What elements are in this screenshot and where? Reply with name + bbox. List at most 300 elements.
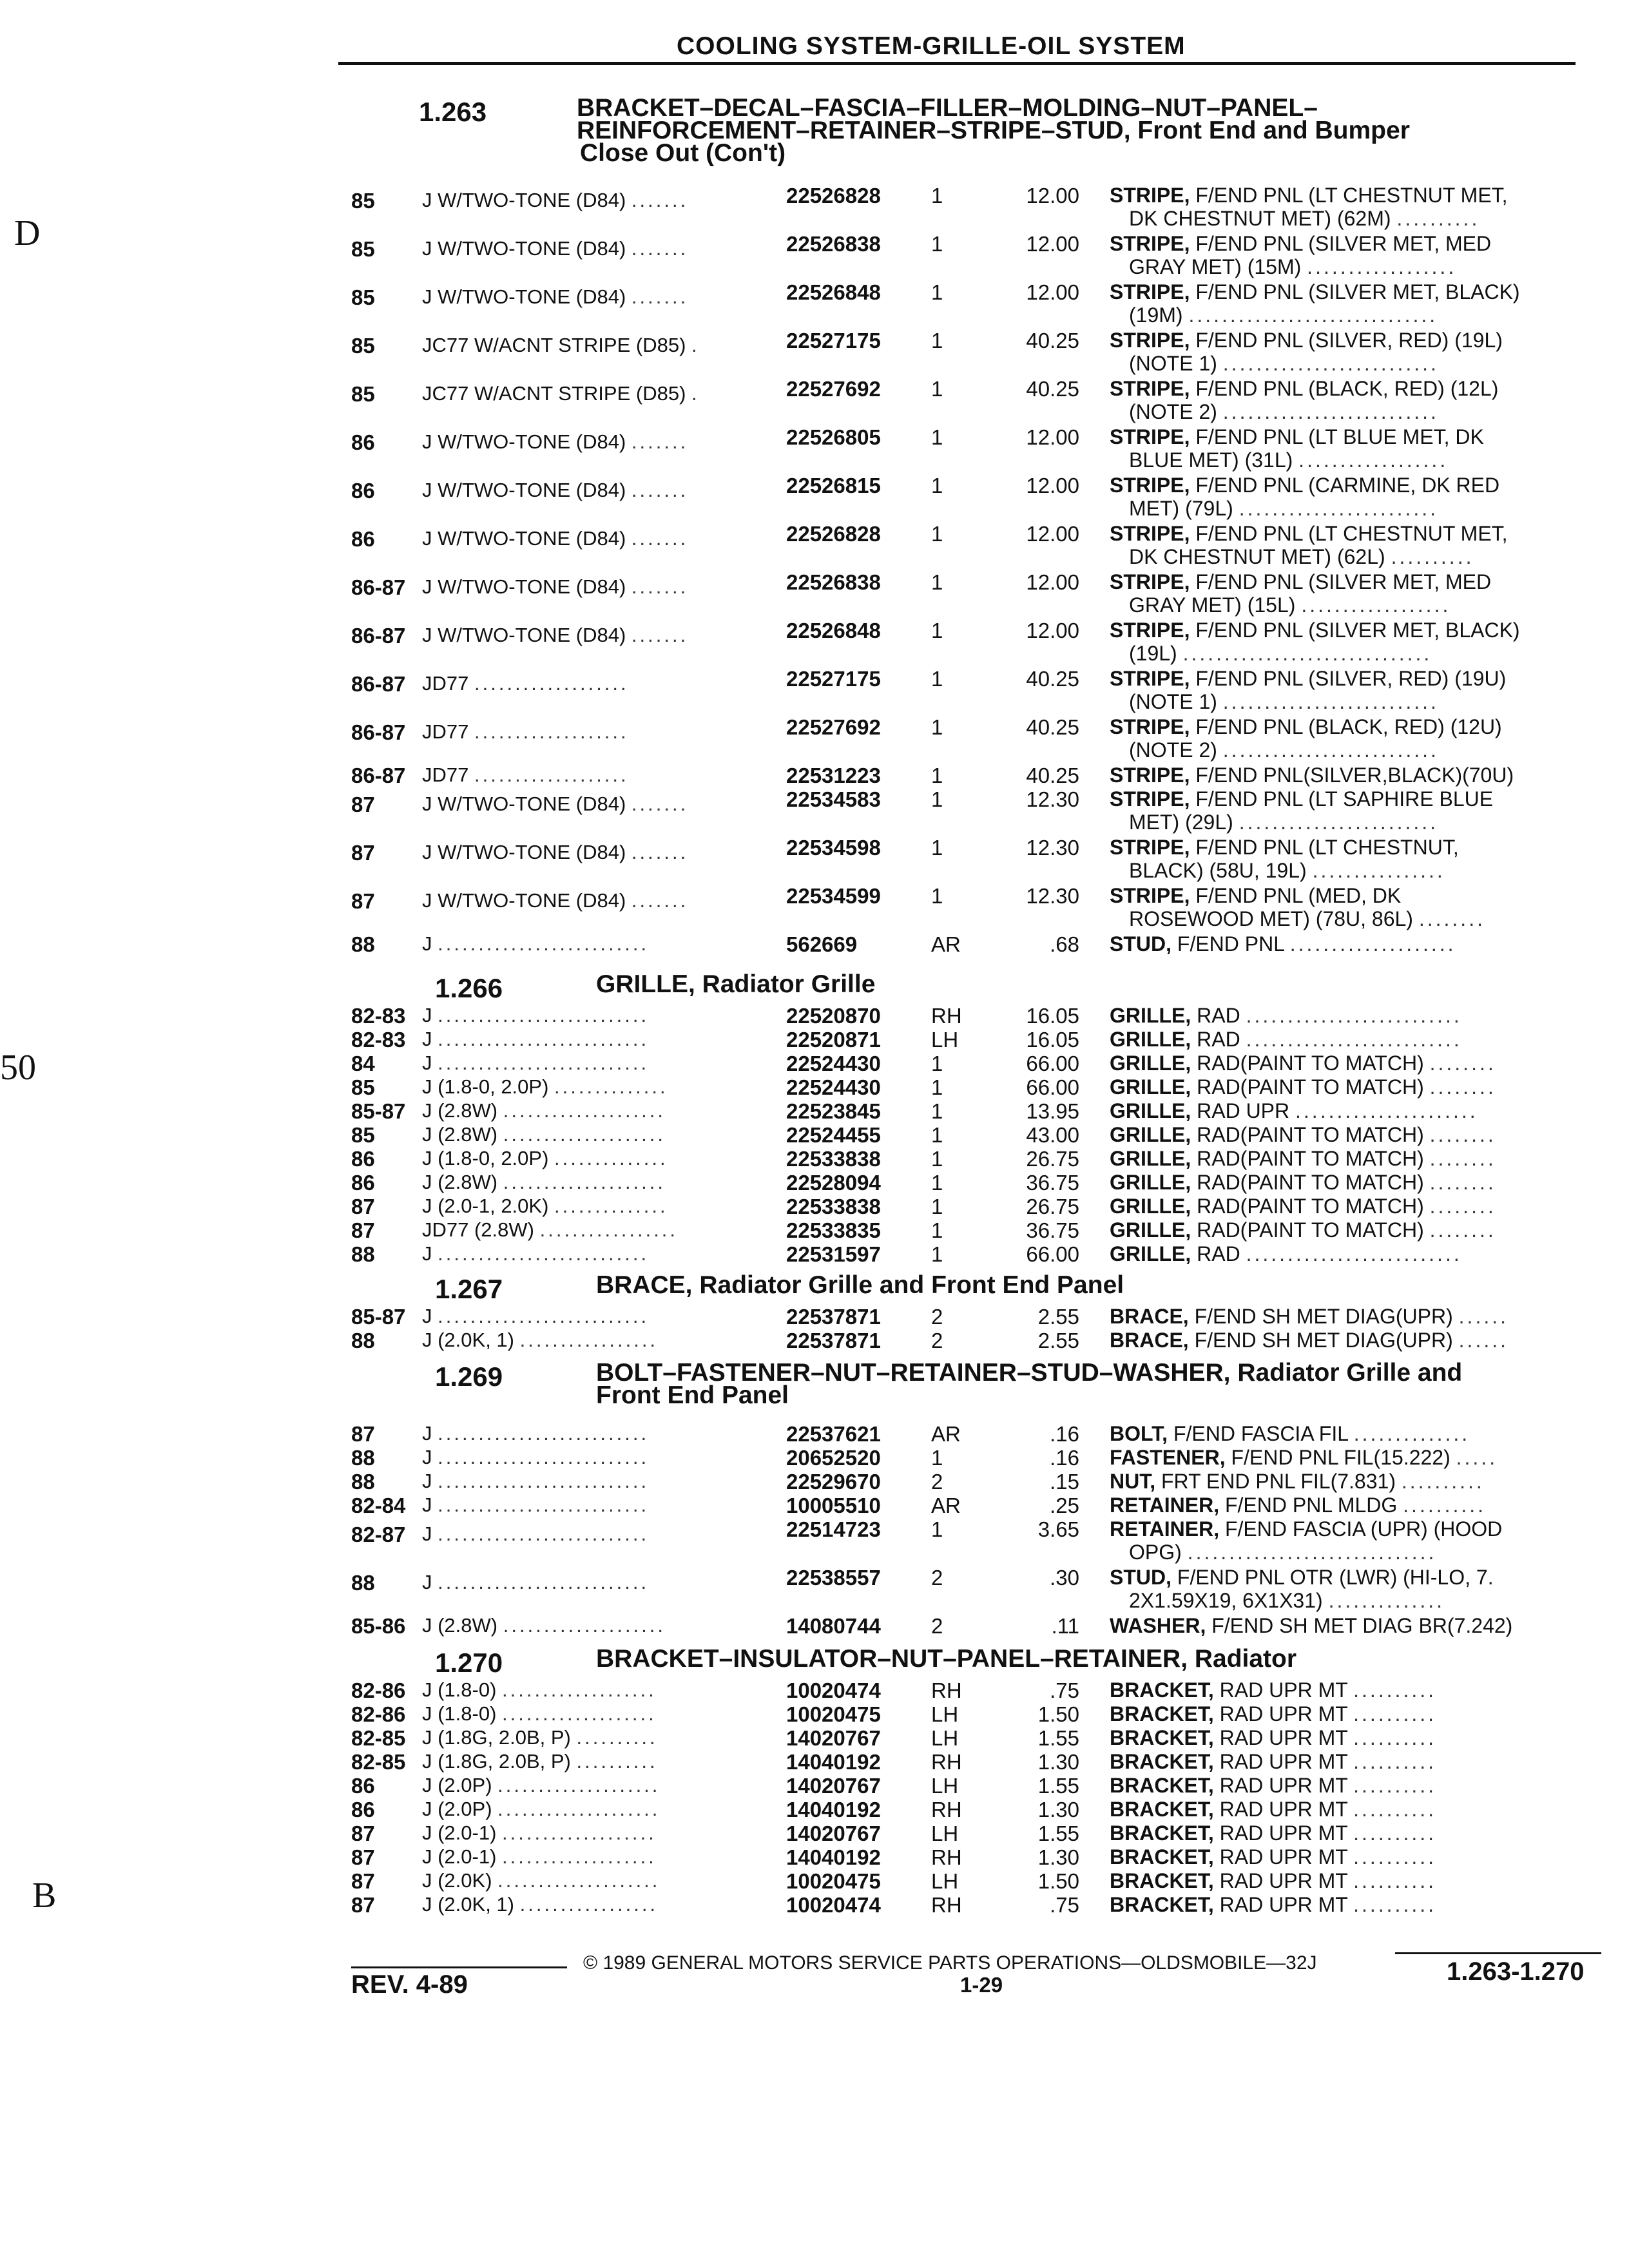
leader-dots: .................	[539, 1218, 679, 1241]
part-name-detail: F/END SH MET DIAG(UPR)	[1188, 1305, 1453, 1328]
application-text: J W/TWO-TONE (D84)	[422, 430, 626, 453]
model-year: 87	[351, 889, 375, 913]
price: 1.55	[1037, 1774, 1079, 1798]
part-name-keyword: STRIPE,	[1110, 884, 1190, 907]
footer-rule-left	[351, 1966, 567, 1968]
name-leader-dots: ......	[1458, 1305, 1509, 1328]
model-year: 85-87	[351, 1099, 406, 1123]
model-year: 86	[351, 1798, 375, 1821]
application	[422, 720, 773, 744]
part-number: 14080744	[786, 1614, 881, 1638]
part-name	[1110, 280, 1586, 327]
quantity: LH	[931, 1702, 959, 1726]
part-name-detail: RAD UPR MT	[1213, 1726, 1348, 1749]
leader-dots: .......	[631, 575, 689, 598]
price: 1.50	[1037, 1869, 1079, 1893]
application-text: J (1.8-0, 2.0P)	[422, 1147, 549, 1169]
name-leader-dots: ..........	[1403, 1494, 1487, 1517]
application	[422, 430, 773, 454]
part-number: 22533835	[786, 1218, 881, 1242]
part-name	[1110, 1305, 1586, 1328]
part-name-detail: RAD UPR MT	[1213, 1893, 1348, 1916]
part-name	[1110, 1566, 1586, 1612]
quantity: 1	[931, 667, 943, 691]
section-title-line: BRACE, Radiator Grille and Front End Panel	[596, 1271, 1124, 1299]
part-number: 14020767	[786, 1774, 881, 1798]
quantity: 1	[931, 280, 943, 304]
part-name-detail: F/END PNL (LT CHESTNUT MET,	[1190, 184, 1508, 207]
model-year: 86-87	[351, 720, 406, 744]
leader-dots: ....................	[497, 1798, 660, 1820]
name-leader-dots: ..........................	[1222, 738, 1439, 762]
part-name-keyword: GRILLE,	[1110, 1099, 1191, 1122]
model-year: 85	[351, 334, 375, 358]
leader-dots: ...................	[502, 1845, 657, 1868]
quantity: 1	[931, 329, 943, 352]
application	[422, 1893, 773, 1916]
price: 26.75	[1026, 1147, 1079, 1171]
price: 1.30	[1037, 1845, 1079, 1869]
name-leader-dots: ..........	[1353, 1678, 1436, 1702]
section-title-line: BOLT–FASTENER–NUT–RETAINER–STUD–WASHER, Radiator Grille and	[596, 1359, 1463, 1387]
part-number: 20652520	[786, 1446, 881, 1470]
part-name-detail: RAD(PAINT TO MATCH)	[1191, 1218, 1424, 1242]
application	[422, 1750, 773, 1773]
section-number: 1.267	[435, 1274, 503, 1304]
application-text: JC77 W/ACNT STRIPE (D85)	[422, 334, 686, 356]
name-leader-dots: ........	[1429, 1218, 1496, 1242]
application-text: J	[422, 1470, 432, 1492]
leader-dots: ....................	[503, 1099, 666, 1122]
name-leader-dots: ..........	[1353, 1750, 1436, 1773]
part-name-detail: FRT END PNL FIL(7.831)	[1155, 1470, 1396, 1493]
name-leader-dots: ..................	[1301, 593, 1451, 617]
model-year: 85-86	[351, 1614, 406, 1638]
price: 13.95	[1026, 1099, 1079, 1123]
margin-letter-b: B	[32, 1876, 57, 1916]
application-text: J (2.0K, 1)	[422, 1329, 514, 1351]
part-name-detail: RAD(PAINT TO MATCH)	[1191, 1195, 1424, 1218]
part-name-detail: F/END PNL (LT SAPHIRE BLUE	[1190, 787, 1494, 811]
price: 12.00	[1026, 522, 1079, 546]
name-leader-dots: ........	[1429, 1052, 1496, 1075]
part-name-keyword: FASTENER,	[1110, 1446, 1226, 1469]
price: .75	[1050, 1678, 1079, 1702]
part-name-keyword: BRACKET,	[1110, 1726, 1214, 1749]
quantity: 1	[931, 1147, 943, 1171]
part-number: 10020474	[786, 1893, 881, 1917]
part-number: 14040192	[786, 1750, 881, 1774]
part-name-detail: RAD UPR MT	[1213, 1678, 1348, 1702]
part-name	[1110, 1726, 1586, 1749]
model-year: 82-86	[351, 1678, 406, 1702]
application-text: J (2.8W)	[422, 1171, 498, 1193]
part-name-detail: RAD	[1191, 1242, 1240, 1265]
footer-copyright: © 1989 GENERAL MOTORS SERVICE PARTS OPERATIONS—OLDSMOBILE—32J	[583, 1952, 1317, 1974]
quantity: 1	[931, 522, 943, 546]
price: .16	[1050, 1422, 1079, 1446]
application	[422, 1028, 773, 1051]
part-number: 14040192	[786, 1845, 881, 1869]
name-leader-dots: ..........	[1353, 1774, 1436, 1797]
application-text: J W/TWO-TONE (D84)	[422, 479, 626, 501]
leader-dots: ..........................	[438, 1523, 650, 1545]
quantity: 1	[931, 184, 943, 207]
application	[422, 1678, 773, 1702]
part-name-detail: F/END PNL (LT CHESTNUT,	[1190, 836, 1459, 859]
part-name-detail: F/END PNL FIL(15.222)	[1225, 1446, 1451, 1469]
price: .16	[1050, 1446, 1079, 1470]
part-name	[1110, 1750, 1586, 1773]
model-year: 85	[351, 382, 375, 406]
part-number: 22537871	[786, 1305, 881, 1329]
name-leader-dots: ..........	[1401, 1470, 1485, 1493]
quantity: 1	[931, 570, 943, 594]
name-leader-dots: ..........................	[1222, 400, 1439, 423]
part-name	[1110, 1075, 1586, 1099]
application-text: J (1.8-0, 2.0P)	[422, 1075, 549, 1098]
application-text: J W/TWO-TONE (D84)	[422, 889, 626, 912]
leader-dots: ..........................	[438, 1571, 650, 1593]
name-leader-dots: ..........	[1353, 1798, 1436, 1821]
application-text: J	[422, 1028, 432, 1050]
application-text: J W/TWO-TONE (D84)	[422, 237, 626, 260]
part-name-keyword: BRACKET,	[1110, 1774, 1214, 1797]
quantity: 1	[931, 787, 943, 811]
part-name-detail: F/END PNL (LT CHESTNUT MET,	[1190, 522, 1508, 545]
section-title-line: BRACKET–INSULATOR–NUT–PANEL–RETAINER, Radiator	[596, 1645, 1297, 1673]
quantity: AR	[931, 1494, 961, 1517]
section-title-line: BRACKET–DECAL–FASCIA–FILLER–MOLDING–NUT–PANEL–	[577, 94, 1318, 122]
model-year: 87	[351, 1218, 375, 1242]
part-name-keyword: BRACE,	[1110, 1305, 1189, 1328]
price: 12.00	[1026, 474, 1079, 497]
price: 16.05	[1026, 1004, 1079, 1028]
leader-dots: ....................	[497, 1774, 660, 1796]
quantity: 1	[931, 836, 943, 860]
quantity: LH	[931, 1821, 959, 1845]
part-number: 22526848	[786, 619, 881, 642]
part-name-line2: BLACK) (58U, 19L)	[1129, 859, 1307, 882]
part-name-keyword: BRACKET,	[1110, 1869, 1214, 1892]
model-year: 86-87	[351, 575, 406, 599]
leader-dots: ...................	[502, 1702, 657, 1725]
model-year: 87	[351, 793, 375, 816]
part-name-keyword: STUD,	[1110, 932, 1171, 956]
name-leader-dots: ........	[1418, 907, 1485, 930]
part-name-keyword: RETAINER,	[1110, 1494, 1220, 1517]
leader-dots: ..........................	[438, 1470, 650, 1492]
part-name	[1110, 1845, 1586, 1869]
leader-dots: ..........................	[438, 1305, 650, 1327]
model-year: 85-87	[351, 1305, 406, 1329]
model-year: 87	[351, 841, 375, 865]
leader-dots: ..............	[554, 1147, 668, 1169]
part-name-keyword: BRACKET,	[1110, 1750, 1214, 1773]
price: 40.25	[1026, 377, 1079, 401]
model-year: 82-83	[351, 1028, 406, 1052]
name-leader-dots: ..........	[1353, 1821, 1436, 1845]
part-name-detail: F/END PNL (SILVER, RED) (19U)	[1190, 667, 1507, 690]
model-year: 86	[351, 430, 375, 454]
application	[422, 1171, 773, 1194]
leader-dots: .......	[631, 889, 689, 912]
part-name	[1110, 1052, 1586, 1075]
name-leader-dots: ..........	[1353, 1869, 1436, 1892]
application-text: J W/TWO-TONE (D84)	[422, 527, 626, 550]
application-text: J W/TWO-TONE (D84)	[422, 793, 626, 815]
model-year: 86	[351, 527, 375, 551]
quantity: RH	[931, 1798, 962, 1821]
quantity: RH	[931, 1678, 962, 1702]
part-number: 22527692	[786, 715, 881, 739]
application	[422, 1099, 773, 1122]
part-name	[1110, 1774, 1586, 1797]
quantity: 1	[931, 1195, 943, 1218]
application	[422, 1004, 773, 1027]
model-year: 88	[351, 1571, 375, 1595]
part-name	[1110, 1798, 1586, 1821]
name-leader-dots: ..............................	[1188, 303, 1438, 327]
model-year: 88	[351, 1329, 375, 1352]
part-name-keyword: STRIPE,	[1110, 280, 1190, 303]
quantity: 1	[931, 1123, 943, 1147]
part-name	[1110, 1893, 1586, 1916]
leader-dots: ..........	[576, 1726, 658, 1749]
price: .30	[1050, 1566, 1079, 1590]
part-name-keyword: STRIPE,	[1110, 570, 1190, 593]
application	[422, 189, 773, 212]
part-name-detail: RAD(PAINT TO MATCH)	[1191, 1147, 1424, 1170]
part-number: 22526838	[786, 232, 881, 256]
price: 36.75	[1026, 1218, 1079, 1242]
application-text: J	[422, 1052, 432, 1074]
price: .11	[1051, 1614, 1079, 1638]
part-name	[1110, 1329, 1586, 1352]
application-text: J W/TWO-TONE (D84)	[422, 285, 626, 308]
model-year: 87	[351, 1893, 375, 1917]
part-name-detail: RAD UPR MT	[1213, 1750, 1348, 1773]
model-year: 86	[351, 1171, 375, 1195]
part-name-keyword: STRIPE,	[1110, 836, 1190, 859]
model-year: 86-87	[351, 764, 406, 787]
part-name-keyword: STRIPE,	[1110, 715, 1190, 738]
part-name-detail: RAD(PAINT TO MATCH)	[1191, 1171, 1424, 1194]
part-name-detail: RAD(PAINT TO MATCH)	[1191, 1052, 1424, 1075]
part-name	[1110, 1004, 1586, 1027]
application-text: J	[422, 1242, 432, 1265]
part-name-detail: F/END PNL (LT BLUE MET, DK	[1190, 425, 1484, 448]
part-name-line2: (NOTE 1)	[1129, 690, 1217, 713]
part-name-line2: (19L)	[1129, 642, 1177, 665]
part-name-keyword: STRIPE,	[1110, 474, 1190, 497]
leader-dots: .......	[631, 479, 689, 501]
leader-dots: .................	[519, 1329, 659, 1351]
section-number: 1.263	[419, 97, 487, 127]
part-name	[1110, 715, 1586, 762]
leader-dots: .......	[631, 237, 689, 260]
quantity: 1	[931, 1517, 943, 1541]
application-text: J	[422, 1004, 432, 1026]
part-name	[1110, 1517, 1586, 1564]
part-name-detail: F/END PNL (SILVER MET, BLACK)	[1190, 280, 1520, 303]
section-number: 1.270	[435, 1648, 503, 1678]
price: 1.30	[1037, 1750, 1079, 1774]
part-number: 22534583	[786, 787, 881, 811]
part-name-line2: OPG)	[1129, 1541, 1182, 1564]
part-name-keyword: GRILLE,	[1110, 1242, 1191, 1265]
application	[422, 932, 773, 956]
part-name-keyword: STRIPE,	[1110, 184, 1190, 207]
price: 1.50	[1037, 1702, 1079, 1726]
quantity: LH	[931, 1869, 959, 1893]
leader-dots: ..........	[576, 1750, 658, 1773]
part-number: 22537871	[786, 1329, 881, 1352]
section-title-line: Front End Panel	[596, 1381, 789, 1409]
part-name	[1110, 932, 1586, 956]
application-text: J (2.8W)	[422, 1614, 498, 1637]
price: 43.00	[1026, 1123, 1079, 1147]
price: 2.55	[1037, 1329, 1079, 1352]
application	[422, 1329, 773, 1352]
part-name	[1110, 1099, 1586, 1122]
application-text: J W/TWO-TONE (D84)	[422, 189, 626, 211]
model-year: 86-87	[351, 624, 406, 648]
part-number: 10020474	[786, 1678, 881, 1702]
model-year: 85	[351, 1123, 375, 1147]
part-name-keyword: STRIPE,	[1110, 522, 1190, 545]
application	[422, 1195, 773, 1218]
part-name-line2: BLUE MET) (31L)	[1129, 448, 1293, 472]
price: 66.00	[1026, 1075, 1079, 1099]
name-leader-dots: ..........................	[1246, 1242, 1462, 1265]
leader-dots: ..........................	[438, 1028, 650, 1050]
model-year: 88	[351, 1242, 375, 1266]
part-name-keyword: STRIPE,	[1110, 764, 1190, 787]
leader-dots: ....................	[503, 1614, 666, 1637]
price: 12.30	[1026, 787, 1079, 811]
model-year: 88	[351, 1470, 375, 1494]
application-text: J W/TWO-TONE (D84)	[422, 841, 626, 863]
footer-revision: REV. 4-89	[351, 1970, 468, 1999]
leader-dots: .	[691, 382, 700, 405]
part-name	[1110, 1702, 1586, 1725]
part-number: 22527692	[786, 377, 881, 401]
price: 12.00	[1026, 184, 1079, 207]
quantity: AR	[931, 1422, 961, 1446]
part-name-detail: F/END PNL (BLACK, RED) (12U)	[1190, 715, 1502, 738]
application	[422, 1052, 773, 1075]
price: 1.55	[1037, 1821, 1079, 1845]
application	[422, 1702, 773, 1725]
part-name-line2: (NOTE 2)	[1129, 738, 1217, 762]
part-name	[1110, 522, 1586, 568]
price: .25	[1050, 1494, 1079, 1517]
application	[422, 1123, 773, 1146]
footer-page-number: 1-29	[960, 1973, 1003, 1997]
part-name-keyword: BOLT,	[1110, 1422, 1168, 1445]
model-year: 87	[351, 1195, 375, 1218]
part-name-keyword: BRACKET,	[1110, 1702, 1214, 1725]
model-year: 87	[351, 1845, 375, 1869]
application	[422, 1774, 773, 1797]
quantity: 1	[931, 1218, 943, 1242]
leader-dots: ..........................	[438, 1422, 650, 1445]
part-name-keyword: GRILLE,	[1110, 1218, 1191, 1242]
application	[422, 672, 773, 695]
price: .68	[1050, 932, 1079, 956]
part-number: 22528094	[786, 1171, 881, 1195]
part-name	[1110, 667, 1586, 713]
part-name-keyword: GRILLE,	[1110, 1123, 1191, 1146]
part-name-line2: MET) (29L)	[1129, 811, 1233, 834]
part-name-keyword: NUT,	[1110, 1470, 1156, 1493]
part-name-keyword: GRILLE,	[1110, 1075, 1191, 1099]
part-number: 562669	[786, 932, 858, 956]
name-leader-dots: ..........	[1396, 207, 1480, 230]
quantity: 1	[931, 1242, 943, 1266]
application	[422, 1571, 773, 1594]
part-name	[1110, 884, 1586, 930]
header-rule	[338, 62, 1576, 65]
quantity: RH	[931, 1893, 962, 1917]
application	[422, 1494, 773, 1517]
name-leader-dots: ..................	[1307, 255, 1457, 278]
part-name-keyword: STRIPE,	[1110, 232, 1190, 255]
part-name-detail: F/END SH MET DIAG BR(7.242)	[1206, 1614, 1513, 1637]
application-text: J	[422, 1571, 432, 1593]
part-name-line2: ROSEWOOD MET) (78U, 86L)	[1129, 907, 1413, 930]
model-year: 86	[351, 1147, 375, 1171]
price: 12.00	[1026, 425, 1079, 449]
name-leader-dots: ..................	[1298, 448, 1449, 472]
part-name	[1110, 1147, 1586, 1170]
part-name	[1110, 1494, 1586, 1517]
part-name	[1110, 836, 1586, 882]
name-leader-dots: ........	[1429, 1195, 1496, 1218]
application	[422, 1218, 773, 1242]
leader-dots: ...................	[502, 1678, 657, 1701]
part-name-detail: F/END PNL (MED, DK	[1190, 884, 1402, 907]
leader-dots: .......	[631, 624, 689, 646]
price: 40.25	[1026, 715, 1079, 739]
part-number: 22533838	[786, 1147, 881, 1171]
application	[422, 1446, 773, 1469]
section-title-line: REINFORCEMENT–RETAINER–STRIPE–STUD, Front End and Bumper	[577, 117, 1410, 144]
leader-dots: ..........................	[438, 1242, 650, 1265]
part-number: 22526815	[786, 474, 881, 497]
part-name-line2: DK CHESTNUT MET) (62L)	[1129, 545, 1385, 568]
application	[422, 793, 773, 816]
name-leader-dots: ................	[1312, 859, 1445, 882]
model-year: 87	[351, 1869, 375, 1893]
price: 16.05	[1026, 1028, 1079, 1052]
part-name-keyword: WASHER,	[1110, 1614, 1206, 1637]
application-text: J	[422, 1494, 432, 1516]
name-leader-dots: ......	[1458, 1329, 1509, 1352]
price: 12.00	[1026, 280, 1079, 304]
name-leader-dots: ..........	[1353, 1702, 1436, 1725]
leader-dots: .......	[631, 527, 689, 550]
application-text: J (2.0-1, 2.0K)	[422, 1195, 549, 1217]
application	[422, 889, 773, 912]
leader-dots: .......	[631, 285, 689, 308]
quantity: 2	[931, 1305, 943, 1329]
model-year: 85	[351, 237, 375, 261]
application	[422, 382, 773, 405]
application-text: J (2.0K)	[422, 1869, 492, 1892]
application-text: J	[422, 932, 432, 955]
